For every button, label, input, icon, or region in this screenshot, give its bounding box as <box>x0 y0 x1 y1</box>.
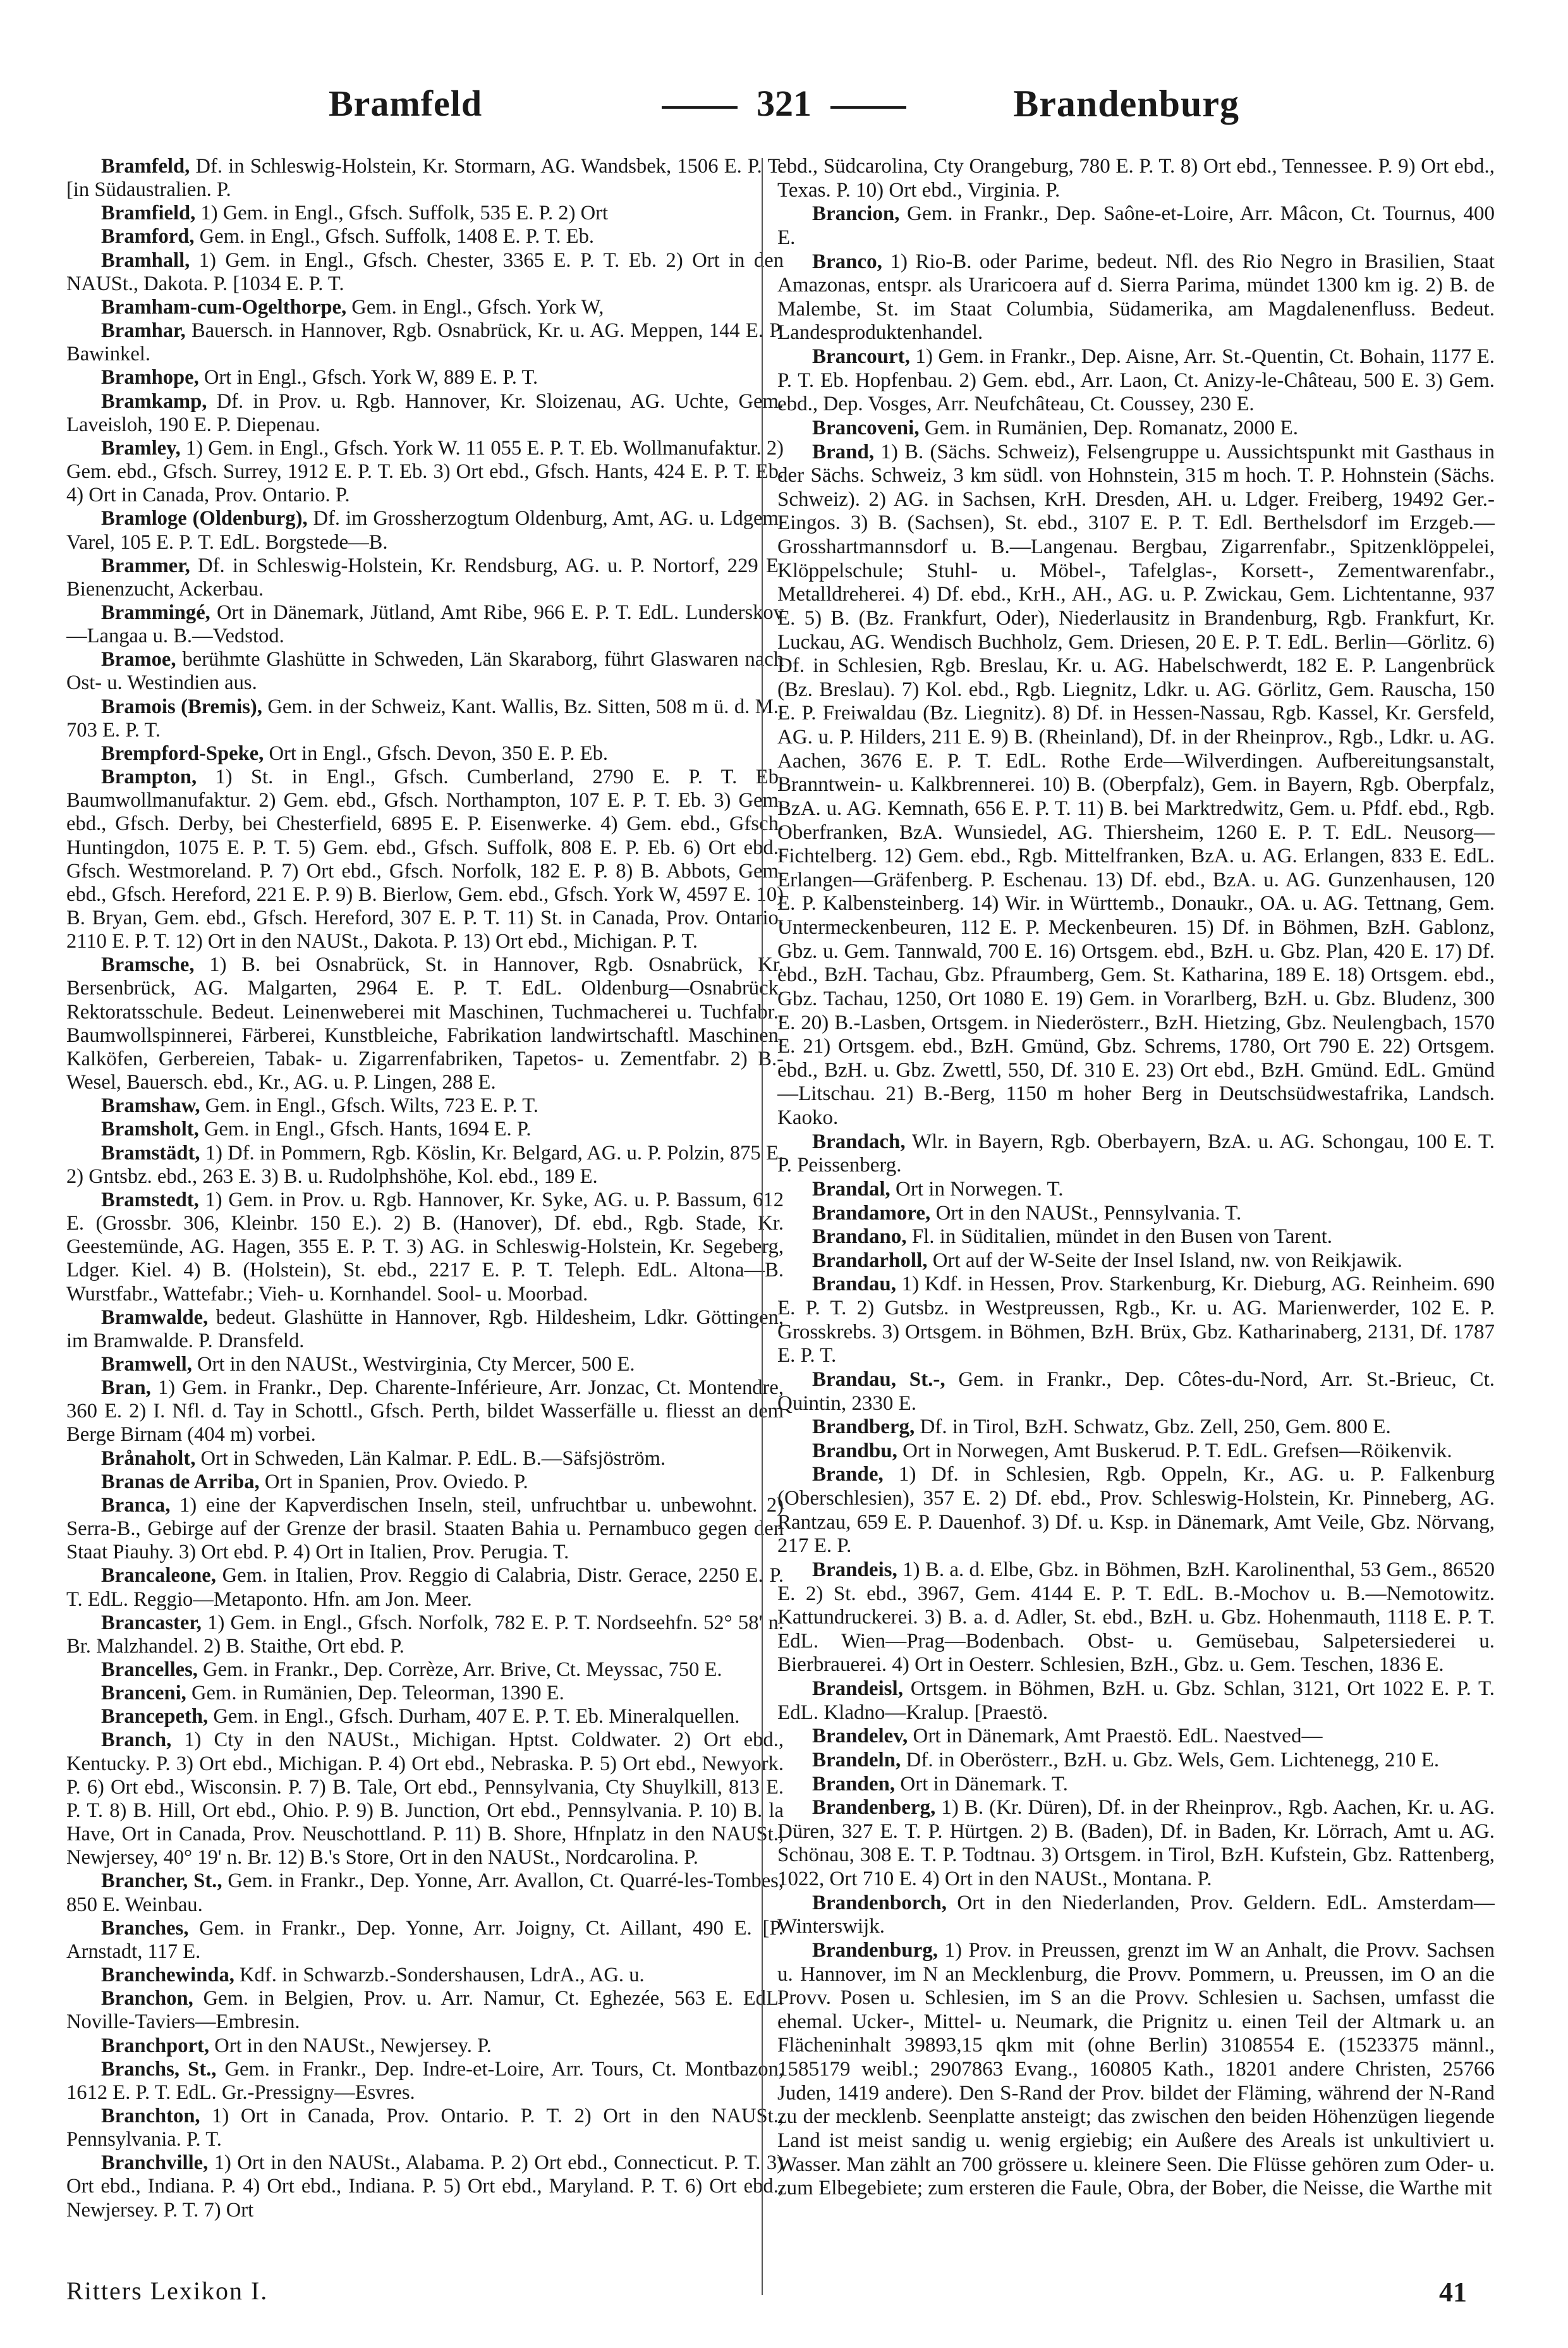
entry-text: Gem. in Frankr., Dep. Côtes-du-Nord, Arr. St.-Brieuc, Ct. Quintin, 2330 E. <box>777 1367 1495 1415</box>
entry-headword: Brancaleone, <box>101 1564 216 1587</box>
entry-headword: Bramois (Bremis), <box>101 695 262 718</box>
entry-text: 1) Df. in Pommern, Rgb. Köslin, Kr. Belgard, AG. u. P. Polzin, 875 E. 2) Gntsbz. ebd., 263 E. 3) B. u. Rudolphshöhe, Kol. ebd., 189 E. <box>66 1141 784 1188</box>
entry-text: Gem. in Engl., Gfsch. Suffolk, 1408 E. P. T. Eb. <box>194 225 595 248</box>
entry-text: Df. in Prov. u. Rgb. Hannover, Kr. Sloizenau, AG. Uchte, Gem. Laveisloh, 190 E. P. Diepenau. <box>66 389 784 436</box>
entry-text: 1) Prov. in Preussen, grenzt im W an Anhalt, die Provv. Sachsen u. Hannover, im N an Mecklenburg, die Provv. Pommern, u. Preussen, im O an die Provv. Posen u. Schlesien, im S an die Provv. Schlesien u. Sachsen, umfasst die ehemal. Ucker-, Mittel- u. Neumark, die Prignitz u. einen Teil der Altmark u. an Flächeninhalt 39893,15 qkm mit (ohne Berlin) 3108554 E. (1523375 männl., 1585179 weibl.; 2907863 Evang., 160805 Kath., 18201 andere Christen, 25766 Juden, 1419 andere). Den S-Rand der Prov. bildet der Fläming, während der N-Rand zu der mecklenb. Seenplatte ansteigt; das zwischen den beiden Höhenzügen liegende Land ist meist sandig u. wenig ergiebig; ein Außere des Areals ist unkultiviert u. Wasser. Man zählt an 700 grössere u. kleinere Seen. Die Flüsse gehören zum Oder- u. zum Elbegebiete; zum ersteren die Faule, Obra, der Bober, die Neisse, die Warthe mit <box>777 1938 1495 2200</box>
entry-headword: Brancher, St., <box>101 1869 222 1893</box>
entry-headword: Bramwell, <box>101 1352 192 1376</box>
entry-text: bedeut. Glashütte in Hannover, Rgb. Hildesheim, Ldkr. Göttingen, im Bramwalde. P. Dransfeld. <box>66 1305 784 1352</box>
entry-headword: Branchville, <box>101 2151 209 2175</box>
entry-headword: Brandbu, <box>812 1439 897 1462</box>
lexicon-entry <box>777 1225 1495 1249</box>
lexicon-entry <box>66 1494 784 1564</box>
entry-text: 1) Gem. in Engl., Gfsch. Suffolk, 535 E. P. 2) Ort <box>195 202 609 225</box>
entry-headword: Bramfield, <box>101 202 196 225</box>
entry-text: Gem. in Engl., Gfsch. Wilts, 723 E. P. T. <box>200 1094 538 1118</box>
lexicon-entry <box>66 1917 784 1964</box>
lexicon-entry <box>777 1368 1495 1416</box>
lexicon-entry <box>66 319 784 366</box>
entry-headword: Brandarholl, <box>812 1249 928 1272</box>
entry-headword: Branches, <box>101 1916 189 1940</box>
entry-headword: Bramwalde, <box>101 1305 209 1329</box>
lexicon-entry <box>777 1178 1495 1202</box>
entry-text: Ort in Engl., Gfsch. Devon, 350 E. P. Eb. <box>264 742 609 765</box>
entry-text: Gem. in Frankr., Dep. Corrèze, Arr. Brive, Ct. Meyssac, 750 E. <box>197 1658 722 1681</box>
lexicon-entry <box>66 1705 784 1728</box>
entry-text: 1) B. (Sächs. Schweiz), Felsengruppe u. Aussichtspunkt mit Gasthaus in der Sächs. Schweiz, 3 km südl. von Hohnstein, 315 m hoch. T. P. Hohnstein (Sächs. Schweiz). 2) AG. in Sachsen, KrH. Dresden, AH. u. Ldger. Freiberg, 19492 Ger.-Eingos. 3) B. (Sachsen), St. ebd., 3107 E. P. T. Edl. Berthelsdorf im Erzgeb.—Grosshartmannsdorf u. B.—Langenau. Bergbau, Zigarrenfabr., Spitzenklöppelei, Klöppelschule; Stuhl- u. Möbel-, Tafelglas-, Korsett-, Zementwarenfabr., Metalldreherei. 4) Df. ebd., KrH., AH., AG. u. P. Zwickau, Gem. Lichtentanne, 937 E. 5) B. (Bz. Frankfurt, Oder), Niederlausitz in Brandenburg, Rgb. Frankfurt, Kr. Luckau, AG. Wendisch Buchholz, Gem. Driesen, 20 E. P. T. EdL. Berlin—Görlitz. 6) Df. in Schlesien, Rgb. Breslau, Kr. u. AG. Habelschwerdt, 182 E. P. Langenbrück (Bz. Breslau). 7) Kol. ebd., Rgb. Liegnitz, Ldkr. u. AG. Görlitz, Gem. Rauscha, 150 E. P. Freiwaldau (Bz. Liegnitz). 8) Df. in Hessen-Nassau, Rgb. Kassel, Kr. Gersfeld, AG. u. P. Hilders, 211 E. 9) B. (Rheinland), Df. in der Rheinprov., Rgb., Ldkr. u. AG. Aachen, 3676 E. P. T. EdL. Rothe Erde—Wilverdingen. Aufbereitungsanstalt, Branntwein- u. Kalkbrennerei. 10) B. (Oberpfalz), Gem. in Bayern, Rgb. Oberpfalz, BzA. u. AG. Kemnath, 656 E. P. T. 11) B. bei Marktredwitz, Gem. u. Pfdf. ebd., Rgb. Oberfranken, BzA. Wunsiedel, AG. Thiersheim, 1260 E. P. T. EdL. Neusorg—Fichtelberg. 12) Gem. ebd., Rgb. Mittelfranken, BzA. u. AG. Erlangen, 833 E. EdL. Erlangen—Gräfenberg. P. Eschenau. 13) Df. ebd., BzA. u. AG. Gunzenhausen, 120 E. P. Kalbensteinberg. 14) Wir. in Württemb., Donaukr., OA. u. AG. Tettnang, Gem. Untermeckenbeuren, 112 E. P. Meckenbeuren. 15) Df. in Böhmen, BzH. Gablonz, Gbz. u. Gem. Tannwald, 700 E. 16) Ortsgem. ebd., BzH. u. Gbz. Plan, 420 E. 17) Df. ebd., BzH. Tachau, Gbz. Pfraumberg, Gem. St. Katharina, 189 E. 18) Ortsgem. ebd., Gbz. Tachau, 1250, Ort 1080 E. 19) Gem. in Vorarlberg, BzH. u. Gbz. Bludenz, 300 E. 20) B.-Lasben, Ortsgem. in Niederösterr., BzH. Hietzing, Gbz. Neulengbach, 1570 E. 21) Ortsgem. ebd., BzH. Gmünd, Gbz. Schrems, 1780, Ort 790 E. 22) Ortsgem. ebd., BzH. u. Gbz. Zwettl, 550, Df. 310 E. 23) Ort ebd., BzH. Gmünd. EdL. Gmünd—Litschau. 21) B.-Berg, 1150 m hoher Berg in Deutschsüdwestafrika, Landsch. Kaoko. <box>777 440 1495 1129</box>
entry-text: Ort in den NAUSt., Westvirginia, Cty Mercer, 500 E. <box>191 1352 635 1376</box>
entry-text: Ort in Schweden, Län Kalmar. P. EdL. B.—Säfsjöström. <box>195 1446 666 1470</box>
lexicon-entry <box>777 250 1495 346</box>
entry-headword: Branchewinda, <box>101 1964 234 1987</box>
entry-text: 1) Gem. in Engl., Gfsch. Norfolk, 782 E. P. T. Nordseehfn. 52° 58' n. Br. Malzhandel. 2) B. Staithe, Ort ebd. P. <box>66 1611 784 1658</box>
lexicon-entry <box>66 766 784 953</box>
lexicon-entry <box>777 441 1495 1130</box>
entry-headword: Bramkamp, <box>101 389 207 413</box>
entry-headword: Branco, <box>812 250 882 273</box>
column-divider <box>762 158 763 2295</box>
signature-mark: Ritters Lexikon I. <box>66 2277 269 2305</box>
lexicon-entry <box>66 1964 784 1987</box>
entry-headword: Brammer, <box>101 554 190 577</box>
lexicon-entry <box>66 507 784 554</box>
entry-text: Ort in Norwegen, Amt Buskerud. P. T. EdL. Grefsen—Röikenvik. <box>897 1439 1452 1462</box>
entry-text: 1) B. bei Osnabrück, St. in Hannover, Rgb. Osnabrück, Kr. Bersenbrück, AG. Malgarten, 2964 E. P. T. EdL. Oldenburg—Osnabrück. Rektoratsschule. Bedeut. Leinenweberei mit Maschinen, Tuchmacherei u. Tuchfabr., Baumwollspinnerei, Färberei, Kunstbleiche, Fabrikation landwirtschaftl. Maschinen, Kalköfen, Gerbereien, Tabak- u. Zigarrenfabriken, Tapetos- u. Zementfabr. 2) B.-Wesel, Bauersch. ebd., Kr., AG. u. P. Lingen, 288 E. <box>66 953 784 1094</box>
entry-text: 1) Gem. in Frankr., Dep. Aisne, Arr. St.-Quentin, Ct. Bohain, 1177 E. P. T. Eb. Hopfenbau. 2) Gem. ebd., Arr. Laon, Ct. Anizy-le-Château, 500 E. 3) Gem. ebd., Dep. Vosges, Arr. Neufchâteau, Ct. Coussey, 230 E. <box>777 345 1495 416</box>
lexicon-entry <box>777 1749 1495 1773</box>
entry-headword: Branca, <box>101 1493 171 1517</box>
running-head-left: Bramfeld <box>329 83 483 124</box>
entry-text: Ort auf der W-Seite der Insel Island, nw. von Reikjawik. <box>927 1249 1402 1272</box>
entry-headword: Bramford, <box>101 225 195 248</box>
running-head <box>329 82 1239 139</box>
lexicon-entry <box>66 1682 784 1705</box>
entry-headword: Brancelles, <box>101 1658 198 1681</box>
lexicon-entry <box>777 1249 1495 1273</box>
entry-headword: Brand, <box>812 440 875 463</box>
entry-headword: Branchton, <box>101 2104 200 2127</box>
entry-text: Gem. in der Schweiz, Kant. Wallis, Bz. Sitten, 508 m ü. d. M., 703 E. P. T. <box>66 695 784 742</box>
lexicon-entry <box>66 1189 784 1306</box>
lexicon-entry <box>777 1677 1495 1725</box>
lexicon-entry <box>66 554 784 601</box>
lexicon-entry <box>777 1939 1495 2201</box>
lexicon-entry <box>66 1306 784 1353</box>
lexicon-entry <box>66 2105 784 2151</box>
lexicon-entry <box>66 296 784 319</box>
entry-headword: Brånaholt, <box>101 1446 196 1470</box>
entry-text: Gem. in Engl., Gfsch. Hants, 1694 E. P. <box>198 1118 532 1141</box>
lexicon-entry <box>66 1142 784 1189</box>
entry-text: Ortsgem. in Böhmen, BzH. u. Gbz. Schlan, 3121, Ort 1022 E. P. T. EdL. Kladno—Kralup. [Praestö. <box>777 1677 1495 1724</box>
entry-text: Ort in Engl., Gfsch. York W, 889 E. P. T. <box>198 366 538 389</box>
entry-headword: Brancourt, <box>812 345 910 368</box>
entry-headword: Bramley, <box>101 436 181 460</box>
entry-headword: Brandau, <box>812 1273 896 1296</box>
entry-text: Gem. in Frankr., Dep. Yonne, Arr. Avallon, Ct. Quarré-les-Tombes, 850 E. Weinbau. <box>66 1869 784 1916</box>
lexicon-entry <box>66 1447 784 1471</box>
entry-text: Ort in den NAUSt., Newjersey. P. <box>209 2034 492 2057</box>
lexicon-entry <box>66 155 784 202</box>
entry-text: Ort in den Niederlanden, Prov. Geldern. EdL. Amsterdam—Winterswijk. <box>777 1891 1495 1938</box>
lexicon-entry <box>66 1611 784 1658</box>
lexicon-entry <box>66 695 784 742</box>
entry-headword: Brandenborch, <box>812 1891 947 1914</box>
lexicon-entry <box>66 953 784 1094</box>
entry-text: ebd., Südcarolina, Cty Orangeburg, 780 E. P. T. 8) Ort ebd., Tennessee. P. 9) Ort ebd., Texas. P. 10) Ort ebd., Virginia. P. <box>777 155 1495 202</box>
lexicon-entry <box>66 1376 784 1446</box>
entry-text: Ort in Spanien, Prov. Oviedo. P. <box>259 1470 528 1493</box>
sheet-number: 41 <box>1439 2277 1467 2308</box>
entry-text: 1) St. in Engl., Gfsch. Cumberland, 2790 E. P. T. Eb. Baumwollmanufaktur. 2) Gem. ebd., Gfsch. Northampton, 107 E. P. T. Eb. 3) Gem. ebd., Gfsch. Derby, bei Chesterfield, 6895 E. P. Eisenwerke. 4) Gem. ebd., Gfsch. Huntingdon, 1075 E. P. T. 5) Gem. ebd., Gfsch. Suffolk, 808 E. P. Eb. 6) Ort ebd., Gfsch. Westmoreland. P. 7) Ort ebd., Gfsch. Norfolk, 182 E. P. 8) B. Abbots, Gem. ebd., Gfsch. Hereford, 221 E. P. 9) B. Bierlow, Gem. ebd., Gfsch. York W, 4597 E. 10) B. Bryan, Gem. ebd., Gfsch. Hereford, 307 E. P. T. 11) St. in Canada, Prov. Ontario, 2110 E. P. T. 12) Ort in den NAUSt., Dakota. P. 13) Ort ebd., Michigan. P. T. <box>66 766 784 953</box>
entry-text: 1) Gem. in Engl., Gfsch. Chester, 3365 E. P. T. Eb. 2) Ort in den NAUSt., Dakota. P. [1034 E. P. T. <box>66 248 784 295</box>
entry-headword: Branas de Arriba, <box>101 1470 260 1493</box>
entry-text: 1) eine der Kapverdischen Inseln, steil, unfruchtbar u. unbewohnt. 2) Serra-B., Gebirge auf der Grenze der brasil. Staaten Bahia u. Pernambuco gegen den Staat Piauhy. 3) Ort ebd. P. 4) Ort in Italien, Prov. Perugia. T. <box>66 1493 784 1564</box>
entry-text: Ort in Dänemark, Amt Praestö. EdL. Naestved— <box>908 1725 1323 1748</box>
entry-text: Gem. in Belgien, Prov. u. Arr. Namur, Ct. Eghezée, 563 E. EdL. Noville-Taviers—Embresin. <box>66 1987 784 2034</box>
lexicon-entry <box>777 1416 1495 1440</box>
entry-headword: Bramsholt, <box>101 1118 199 1141</box>
lexicon-entry <box>66 2058 784 2105</box>
entry-headword: Brancion, <box>812 202 900 226</box>
entry-text: Wlr. in Bayern, Rgb. Oberbayern, BzA. u. AG. Schongau, 100 E. T. P. Peissenberg. <box>777 1130 1495 1177</box>
left-column <box>66 155 784 2235</box>
lexicon-entry <box>777 202 1495 250</box>
entry-headword: Brancoveni, <box>812 416 920 439</box>
lexicon-entry <box>66 1353 784 1376</box>
page-footer <box>66 2276 1467 2314</box>
entry-text: 1) Cty in den NAUSt., Michigan. Hptst. Coldwater. 2) Ort ebd., Kentucky. P. 3) Ort ebd., Michigan. P. 4) Ort ebd., Nebraska. P. 5) Ort ebd., Newyork. P. 6) Ort ebd., Wisconsin. P. 7) B. Tale, Ort ebd., Pennsylvania, Cty Shuylkill, 813 E. P. T. 8) B. Hill, Ort ebd., Ohio. P. 9) B. Junction, Ort ebd., Pennsylvania. P. 10) B. la Have, Ort in Canada, Prov. Neuschottland. P. 11) B. Shore, Hfnplatz in den NAUSt., Newjersey, 40° 19' n. Br. 12) B.'s Store, Ort in den NAUSt., Nordcarolina. P. <box>66 1728 784 1869</box>
entry-headword: Bran, <box>101 1376 151 1400</box>
lexicon-entry <box>66 225 784 248</box>
lexicon-entry <box>66 1728 784 1869</box>
entry-headword: Bramsche, <box>101 953 195 977</box>
entry-text: 1) Gem. in Engl., Gfsch. York W. 11 055 E. P. T. Eb. Wollmanufaktur. 2) Gem. ebd., Gfsch. Surrey, 1912 E. P. T. Eb. 3) Ort ebd., Gfsch. Hants, 424 E. P. T. Eb. 4) Ort in Canada, Prov. Ontario. P. <box>66 436 784 507</box>
entry-headword: Branchs, St., <box>101 2057 217 2081</box>
entry-headword: Brancepeth, <box>101 1705 209 1728</box>
right-column <box>777 155 1495 2235</box>
entry-text: Df. in Schleswig-Holstein, Kr. Rendsburg, AG. u. P. Nortorf, 229 E. Bienenzucht, Ackerbau. <box>66 554 784 601</box>
entry-headword: Bramshaw, <box>101 1094 200 1118</box>
lexicon-entry <box>66 601 784 648</box>
lexicon-entry <box>66 390 784 437</box>
entry-text: Gem. in Rumänien, Dep. Teleorman, 1390 E. <box>186 1682 564 1705</box>
entry-headword: Bramham-cum-Ogelthorpe, <box>101 295 347 319</box>
entry-headword: Brandeisl, <box>812 1677 903 1700</box>
lexicon-entry <box>777 1892 1495 1939</box>
running-head-right: Brandenburg <box>1013 83 1239 125</box>
lexicon-entry <box>66 249 784 296</box>
entry-text: 1) B. a. d. Elbe, Gbz. in Böhmen, BzH. Karolinenthal, 53 Gem., 86520 E. 2) St. ebd., 3967, Gem. 4144 E. P. T. EdL. B.-Mochov u. B.—Nemotowitz. Kattundruckerei. 3) B. a. d. Adler, St. ebd., BzH. u. Gbz. Hohenmauth, 1118 E. P. T. EdL. Wien—Prag—Bodenbach. Obst- u. Gemüsebau, Salpetersiederei u. Bierbrauerei. 4) Ort in Oesterr. Schlesien, BzH., Gbz. u. Gem. Teschen, 1836 E. <box>777 1558 1495 1677</box>
lexicon-entry <box>777 1202 1495 1226</box>
lexicon-entry <box>777 1725 1495 1749</box>
lexicon-entry <box>66 1564 784 1611</box>
entry-headword: Brandamore, <box>812 1201 931 1225</box>
entry-text: Gem. in Rumänien, Dep. Romanatz, 2000 E. <box>919 416 1298 439</box>
entry-text: Ort in Dänemark, Jütland, Amt Ribe, 966 E. P. T. EdL. Lunderskov—Langaa u. B.—Vedstod. <box>66 601 784 648</box>
lexicon-entry <box>777 1796 1495 1892</box>
entry-headword: Branden, <box>812 1772 896 1795</box>
entry-headword: Bramhope, <box>101 366 199 389</box>
entry-text: Ort in Norwegen. T. <box>890 1177 1064 1201</box>
entry-headword: Brandeis, <box>812 1558 897 1581</box>
entry-headword: Brandelev, <box>812 1725 908 1748</box>
lexicon-entry <box>777 1130 1495 1178</box>
entry-text: 1) Ort in den NAUSt., Alabama. P. 2) Ort ebd., Connecticut. P. T. 3) Ort ebd., Indiana. P. 4) Ort ebd., Indiana. P. 5) Ort ebd., Maryland. P. T. 6) Ort ebd., Newjersey. P. T. 7) Ort <box>66 2151 784 2222</box>
entry-headword: Bramfeld, <box>101 155 190 178</box>
entry-headword: Brandberg, <box>812 1416 915 1439</box>
entry-text: Ort in Dänemark. T. <box>895 1772 1068 1795</box>
lexicon-entry <box>66 1118 784 1141</box>
page-number: 321 <box>757 83 811 124</box>
lexicon-entry <box>66 2034 784 2058</box>
entry-headword: Bramstädt, <box>101 1141 200 1165</box>
entry-headword: Brande, <box>812 1463 884 1486</box>
entry-text: 1) Gem. in Prov. u. Rgb. Hannover, Kr. Syke, AG. u. P. Bassum, 612 E. (Grossbr. 306, Kleinbr. 150 E.). 2) B. (Hanover), Df. ebd., Rgb. Stade, Kr. Geestemünde, AG. Hagen, 355 E. P. T. 3) AG. in Schleswig-Holstein, Kr. Segeberg, Ldger. Kiel. 4) B. (Holstein), St. ebd., 2217 E. P. T. Teleph. EdL. Altona—B. Wurstfabr., Wattefabr.; Vieh- u. Kornhandel. Sool- u. Moorbad. <box>66 1188 784 1305</box>
entry-headword: Brandeln, <box>812 1748 901 1771</box>
lexicon-entry <box>777 1440 1495 1464</box>
entry-text: berühmte Glashütte in Schweden, Län Skaraborg, führt Glaswaren nach Ost- u. Westindien aus. <box>66 648 784 695</box>
entry-text: Gem. in Italien, Prov. Reggio di Calabria, Distr. Gerace, 2250 E. P. T. EdL. Reggio—Metaponto. Hfn. am Jon. Meer. <box>66 1564 784 1611</box>
entry-headword: Branchport, <box>101 2034 210 2057</box>
entry-headword: Brandenberg, <box>812 1796 936 1819</box>
entry-headword: Brandach, <box>812 1130 906 1153</box>
entry-text: Gem. in Frankr., Dep. Yonne, Arr. Joigny, Ct. Aillant, 490 E. [P. Arnstadt, 117 E. <box>66 1916 784 1963</box>
entry-headword: Bramstedt, <box>101 1188 199 1211</box>
lexicon-entry <box>777 155 1495 202</box>
entry-text: 1) Df. in Schlesien, Rgb. Oppeln, Kr., AG. u. P. Falkenburg (Oberschlesien), 357 E. 2) Df. ebd., Prov. Schleswig-Holstein, Kr. Pinneberg, AG. Rantzau, 659 E. P. Dauenhof. 3) Df. u. Ksp. in Dänemark, Amt Veile, Gbz. Nörvang, 217 E. P. <box>777 1463 1495 1558</box>
lexicon-entry <box>777 417 1495 441</box>
entry-headword: Brampton, <box>101 766 197 789</box>
entry-headword: Branceni, <box>101 1682 186 1705</box>
entry-text: Df. in Tirol, BzH. Schwatz, Gbz. Zell, 250, Gem. 800 E. <box>915 1416 1391 1439</box>
entry-text: 1) Gem. in Frankr., Dep. Charente-Inférieure, Arr. Jonzac, Ct. Montendre, 360 E. 2) I. Nfl. d. Tay in Schottl., Gfsch. Perth, bildet Wasserfälle u. fliesst an dem Berge Birnam (404 m) vorbei. <box>66 1376 784 1446</box>
entry-headword: Brempford-Speke, <box>101 742 264 765</box>
entry-text: Df. in Oberösterr., BzH. u. Gbz. Wels, Gem. Lichtenegg, 210 E. <box>901 1748 1440 1771</box>
lexicon-entry <box>66 742 784 766</box>
lexicon-entry <box>66 1471 784 1494</box>
entry-text: Ort in den NAUSt., Pennsylvania. T. <box>930 1201 1242 1225</box>
lexicon-entry <box>777 1463 1495 1558</box>
entry-headword: Bramhar, <box>101 319 186 343</box>
entry-headword: Branchon, <box>101 1987 193 2010</box>
entry-headword: Brancaster, <box>101 1611 202 1634</box>
entry-text: Df. im Grossherzogtum Oldenburg, Amt, AG. u. Ldgem. Varel, 105 E. P. T. EdL. Borgstede—B. <box>66 507 784 554</box>
lexicon-entry <box>66 366 784 389</box>
entry-text: Gem. in Frankr., Dep. Saône-et-Loire, Arr. Mâcon, Ct. Tournus, 400 E. <box>777 202 1495 249</box>
header-rule-left <box>662 106 738 109</box>
lexicon-entry <box>777 1273 1495 1368</box>
entry-headword: Bramloge (Oldenburg), <box>101 507 308 530</box>
entry-text: 1) Ort in Canada, Prov. Ontario. P. T. 2) Ort in den NAUSt., Pennsylvania. P. T. <box>66 2104 784 2151</box>
entry-headword: Branch, <box>101 1728 172 1752</box>
entry-text: Gem. in Frankr., Dep. Indre-et-Loire, Arr. Tours, Ct. Montbazon, 1612 E. P. T. EdL. Gr.-Pressigny—Esvres. <box>66 2057 784 2104</box>
entry-text: Gem. in Engl., Gfsch. Durham, 407 E. P. T. Eb. Mineralquellen. <box>208 1705 740 1728</box>
entry-text: Bauersch. in Hannover, Rgb. Osnabrück, Kr. u. AG. Meppen, 144 E. P. Bawinkel. <box>66 319 784 366</box>
entry-headword: Brandenburg, <box>812 1938 938 1962</box>
lexicon-entry <box>66 1987 784 2034</box>
entry-headword: Brandau, St.-, <box>812 1367 945 1391</box>
entry-headword: Brammingé, <box>101 601 210 624</box>
entry-headword: Bramoe, <box>101 648 176 671</box>
lexicon-entry <box>777 1773 1495 1797</box>
entry-headword: Bramhall, <box>101 248 190 272</box>
entry-text: 1) Rio-B. oder Parime, bedeut. Nfl. des Rio Negro in Brasilien, Staat Amazonas, entspr. als Uraricoera auf d. Sierra Parima, mündet 1300 km ig. 2) B. de Malembe, St. im Staat Columbia, Südamerika, am Magdalenenfluss. Bedeut. Landesproduktenhandel. <box>777 250 1495 345</box>
entry-text: Fl. in Süditalien, mündet in den Busen von Tarent. <box>906 1225 1332 1249</box>
entry-text: 1) B. (Kr. Düren), Df. in der Rheinprov., Rgb. Aachen, Kr. u. AG. Düren, 327 E. T. P. Hürtgen. 2) B. (Baden), Df. in Baden, Kr. Lörrach, Amt u. AG. Schönau, 308 E. T. P. Todtnau. 3) Ortsgem. in Tirol, BzH. Kufstein, Gbz. Rattenberg, 1022, Ort 710 E. 4) Ort in den NAUSt., Montana. P. <box>777 1796 1495 1890</box>
entry-text: Gem. in Engl., Gfsch. York W, <box>346 295 604 319</box>
entry-text: Kdf. in Schwarzb.-Sondershausen, LdrA., AG. u. <box>234 1964 645 1987</box>
lexicon-entry <box>66 202 784 225</box>
entry-text: 1) Kdf. in Hessen, Prov. Starkenburg, Kr. Dieburg, AG. Reinheim. 690 E. P. T. 2) Gutsbz. in Westpreussen, Rgb., Kr. u. AG. Marienwerder, 102 E. P. Grosskrebs. 3) Ortsgem. in Böhmen, BzH. Brüx, Gbz. Katharinaberg, 2131, Df. 1787 E. P. T. <box>777 1273 1495 1367</box>
lexicon-entry <box>777 345 1495 417</box>
entry-text: Df. in Schleswig-Holstein, Kr. Stormarn, AG. Wandsbek, 1506 E. P. T. [in Südaustralien. P. <box>66 155 784 202</box>
lexicon-entry <box>66 1869 784 1916</box>
lexicon-entry <box>66 437 784 507</box>
entry-headword: Brandano, <box>812 1225 907 1249</box>
entry-headword: Brandal, <box>812 1177 890 1201</box>
lexicon-entry <box>66 648 784 695</box>
lexicon-entry <box>66 2151 784 2222</box>
lexicon-entry <box>777 1558 1495 1677</box>
lexicon-entry <box>66 1658 784 1682</box>
lexicon-entry <box>66 1094 784 1118</box>
header-rule-right <box>830 106 906 109</box>
